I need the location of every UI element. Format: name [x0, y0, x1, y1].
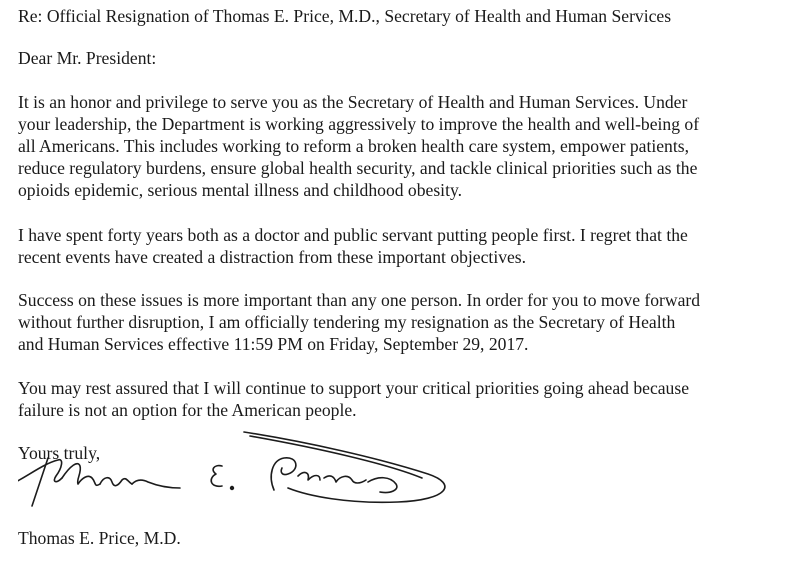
- paragraph-3-line-2: without further disruption, I am officially tendering my resignation as the Secretary of Health: [18, 312, 676, 332]
- paragraph-3-line-1: Success on these issues is more important than any one person. In order for you to move forward: [18, 290, 701, 310]
- paragraph-3-line-3: and Human Services effective 11:59 PM on Friday, September 29, 2017.: [18, 334, 529, 354]
- paragraph-1-line-4: reduce regulatory burdens, ensure global health security, and tackle clinical priorities such as the: [18, 158, 698, 178]
- paragraph-2-line-1: I have spent forty years both as a doctor and public servant putting people first. I regret that the: [18, 225, 688, 245]
- paragraph-2-line-2: recent events have created a distraction from these important objectives.: [18, 247, 527, 267]
- salutation: Dear Mr. President:: [18, 48, 157, 68]
- paragraph-1-line-2: your leadership, the Department is working aggressively to improve the health and well-being of: [18, 114, 700, 134]
- paragraph-4-line-2: failure is not an option for the American people.: [18, 400, 357, 420]
- handwritten-signature: [18, 418, 518, 518]
- signatory-name: Thomas E. Price, M.D.: [18, 528, 181, 548]
- paragraph-1-line-1: It is an honor and privilege to serve you as the Secretary of Health and Human Services. Under: [18, 92, 688, 112]
- paragraph-1-line-3: all Americans. This includes working to reform a broken health care system, empower patients,: [18, 136, 689, 156]
- closing: Yours truly,: [18, 443, 101, 463]
- subject-line: Re: Official Resignation of Thomas E. Price, M.D., Secretary of Health and Human Services: [18, 6, 672, 26]
- paragraph-4-line-1: You may rest assured that I will continue to support your critical priorities going ahead because: [18, 378, 690, 398]
- paragraph-1-line-5: opioids epidemic, serious mental illness and childhood obesity.: [18, 180, 463, 200]
